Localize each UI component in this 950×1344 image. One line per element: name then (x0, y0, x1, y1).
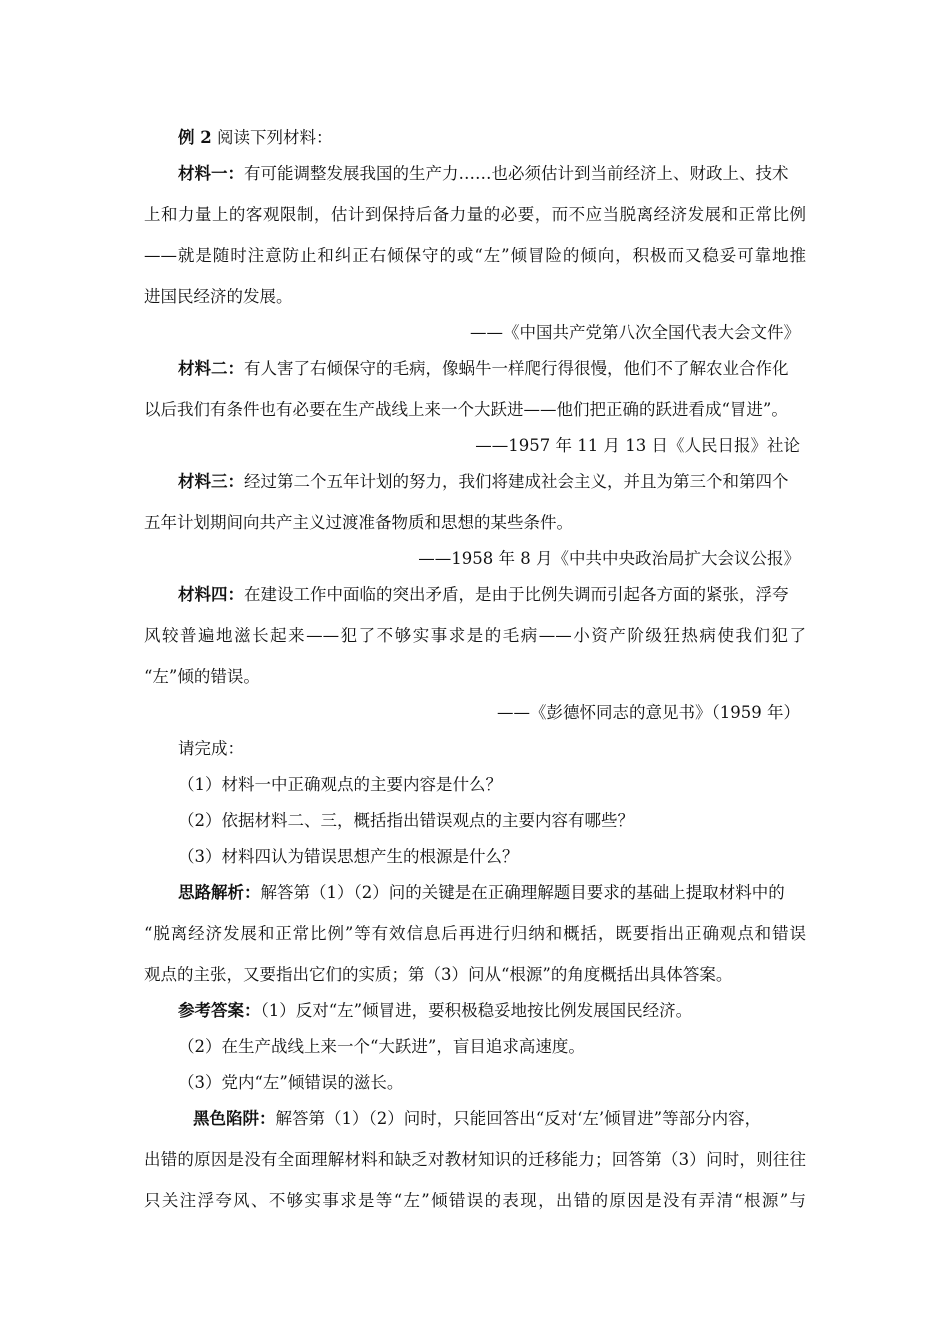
material-1-label: 材料一： (178, 164, 244, 183)
material-4-line-2: 风较普遍地滋长起来——犯了不够实事求是的毛病——小资产阶级狂热病使我们犯了 (144, 626, 806, 645)
material-3-line-1: 材料三：经过第二个五年计划的努力，我们将建成社会主义，并且为第三个和第四个 (178, 472, 789, 491)
answer-label: 参考答案： (178, 1001, 261, 1020)
material-4-line-3: “左”倾的错误。 (144, 667, 260, 686)
example-title: 阅读下列材料： (216, 128, 333, 147)
material-4-label: 材料四： (178, 585, 244, 604)
material-1-line-2: 上和力量上的客观限制，估计到保持后备力量的必要，而不应当脱离经济发展和正常比例 (144, 205, 806, 224)
answer-line-3: （3）党内“左”倾错误的滋长。 (178, 1073, 404, 1092)
material-4-line-1: 材料四：在建设工作中面临的突出矛盾，是由于比例失调而引起各方面的紧张，浮夸 (178, 585, 789, 604)
prompt-text: 请完成： (178, 739, 244, 758)
analysis-line-2: “脱离经济发展和正常比例”等有效信息后再进行归纳和概括，既要指出正确观点和错误 (144, 924, 806, 943)
answer-line-2: （2）在生产战线上来一个“大跃进”，盲目追求高速度。 (178, 1037, 585, 1056)
material-4-source: ——《彭德怀同志的意见书》（1959 年） (497, 703, 800, 722)
trap-label: 黑色陷阱： (193, 1109, 276, 1128)
material-3-label: 材料三： (178, 472, 244, 491)
material-1-source: ——《中国共产党第八次全国代表大会文件》 (470, 323, 800, 342)
material-1-line-3: ——就是随时注意防止和纠正右倾保守的或“左”倾冒险的倾向，积极而又稳妥可靠地推 (144, 246, 806, 265)
answer-line-1: 参考答案：（1）反对“左”倾冒进，要积极稳妥地按比例发展国民经济。 (178, 1001, 693, 1020)
trap-line-3: 只关注浮夸风、不够实事求是等“左”倾错误的表现，出错的原因是没有弄清“根源”与 (144, 1191, 806, 1210)
material-1-line-1: 材料一：有可能调整发展我国的生产力……也必须估计到当前经济上、财政上、技术 (178, 164, 789, 183)
material-2-line-2: 以后我们有条件也有必要在生产战线上来一个大跃进——他们把正确的跃进看成“冒进”。 (144, 400, 788, 419)
trap-line-1: 黑色陷阱：解答第（1）（2）问时，只能回答出“反对‘左’倾冒进”等部分内容， (193, 1109, 762, 1128)
material-3-source: ——1958 年 8 月《中共中央政治局扩大会议公报》 (418, 549, 800, 568)
material-2-source: ——1957 年 11 月 13 日《人民日报》社论 (475, 436, 800, 455)
material-2-label: 材料二： (178, 359, 244, 378)
trap-line-2: 出错的原因是没有全面理解材料和缺乏对教材知识的迁移能力；回答第（3）问时，则往往 (144, 1150, 806, 1169)
analysis-label: 思路解析： (178, 883, 261, 902)
material-2-line-1: 材料二：有人害了右倾保守的毛病，像蜗牛一样爬行得很慢，他们不了解农业合作化 (178, 359, 789, 378)
material-1-line-4: 进国民经济的发展。 (144, 287, 293, 306)
question-3: （3）材料四认为错误思想产生的根源是什么？ (178, 847, 519, 866)
question-1: （1）材料一中正确观点的主要内容是什么？ (178, 775, 502, 794)
example-label: 例 2 (178, 128, 212, 147)
material-3-line-2: 五年计划期间向共产主义过渡准备物质和思想的某些条件。 (144, 513, 573, 532)
question-2: （2）依据材料二、三，概括指出错误观点的主要内容有哪些？ (178, 811, 634, 830)
analysis-line-3: 观点的主张，又要指出它们的实质；第（3）问从“根源”的角度概括出具体答案。 (144, 965, 733, 984)
analysis-line-1: 思路解析：解答第（1）（2）问的关键是在正确理解题目要求的基础上提取材料中的 (178, 883, 785, 902)
example-heading (178, 128, 332, 148)
